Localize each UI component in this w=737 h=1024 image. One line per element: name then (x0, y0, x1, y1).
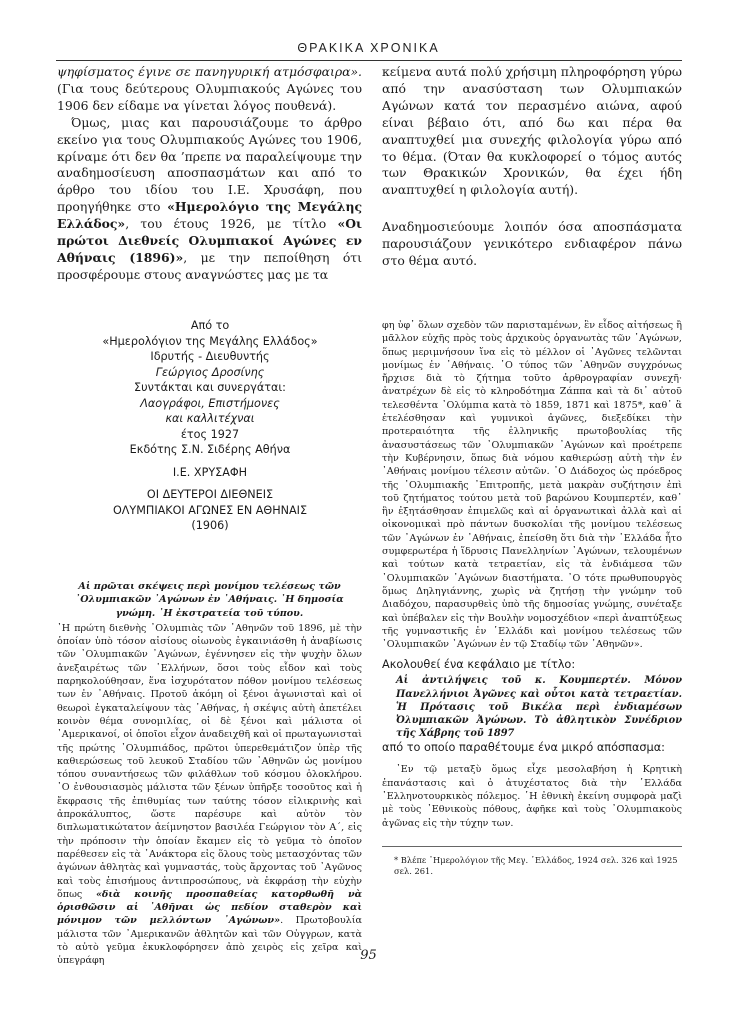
spacer (60, 458, 360, 465)
intro-right-paragraph-1: κείμενα αυτά πολύ χρήσιμη πληροφόρηση γύρω από την ανασύσταση των Ολυμπιακών Αγώνων κατά τον περασμένο αιώνα, αφού είναι βέβαιο ότι, από δω και πέρα θα αναπτυχθεί μια συνεχής φιλολογία γύρω από το θέμα. (Όταν θα κυκλοφορεί ο τόμος αυτός των Θρακικών Χρονικών, θα έχει ήδη αναπτυχθεί η φιλολογία αυτή). (382, 64, 682, 198)
page-number: 95 (360, 948, 377, 963)
intro-right-paragraph-2: Αναδημοσιεύουμε λοιπόν όσα αποσπάσματα παρουσιάζουν γενικότερο ενδιαφέρον πάνω στο θέμα αυτό. (382, 219, 682, 269)
intro-paragraph-2 (57, 115, 362, 284)
intro-italic-quote: ψηφίσματος έγινε σε πανηγυρική ατμόσφαιρα». (57, 64, 362, 79)
article-author: Ι.Ε. ΧΡΥΣΑΦΗ (172, 465, 248, 479)
intro-paragraph-2-part-a: Όμως, μιας και παρουσιάζουμε το άρθρο εκείνο για τους Ολυμπιακούς Αγώνες του 1906, κρίναμε ότι δεν θα ’πρεπε να παραλείψουμε την αναδημοσίευση αποσπασμάτων και από το άρθρο του ιδίου του Ι.Ε. Χρυσάφη, που προηγήθηκε στο (57, 114, 362, 215)
header-rule (56, 60, 682, 61)
source-founder-label: Ιδρυτής - Διευθυντής (150, 350, 270, 363)
source-publisher: Εκδότης Σ.Ν. Σιδέρης Αθήνα (129, 443, 291, 456)
excerpt-body-left (57, 622, 362, 968)
spacer (60, 480, 360, 487)
short-excerpt: ᾽Εν τῷ μεταξὺ ὅμως εἶχε μεσολαβήση ἡ Κρητικὴ ἐπανάστασις καὶ ὁ ἀτυχέστατος διὰ τὴν ῾Ελλάδα ῾Ελληνοτουρκικὸς πόλεμος. ῾Η ἐθνικὴ ἐκείνη συμφορὰ μαζὶ μὲ τοὺς ᾽Εθνικοὺς πόθους, ἀφῆκε καὶ τοὺς ᾽Ολυμπιακοὺς ἀγῶνας εἰς τὴν τύχην των. (382, 764, 682, 829)
excerpt-body-part-a: ᾽Η πρώτη διεθνὴς ᾽Ολυμπιὰς τῶν ᾽Αθηνῶν τοῦ 1896, μὲ τὴν ὁποίαν ὑπὸ τόσον αἰσίους οἰωνοὺς ἐγκαινιάσθη ἡ ἀναβίωσις τῶν ᾽Ολυμπιακῶν ᾽Αγώνων, ἐγέννησεν εἰς τὴν ψυχὴν ὅλων ἀνεξαιρέτως τῶν ῾Ελλήνων, ὅσοι τοὺς εἶδον καὶ τοὺς παρηκολούθησαν, ἕνα ἰσχυρότατον πόθον μονίμου τελέσεως των ἐν ᾽Αθήναις. Προτοῦ ἀκόμη οἱ ξένοι ἀγωνισταὶ καὶ οἱ θεωροὶ ἐγκαταλείψουν τὰς ᾽Αθήνας, ἡ σκέψις αὐτὴ ἀπετέλει κοινὸν θέμα συνομιλίας, οἱ δὲ ξένοι καὶ μάλιστα οἱ ᾽Αμερικανοί, οἱ ὁποῖοι εἶχον ἀναδειχθῆ καὶ οἱ πρωταγωνισταὶ τῆς πρώτης ᾽Ολυμπιάδος, πρῶτοι ὑπερεθεμάτιζον ὑπὲρ τῆς καθιερώσεως τοῦ λευκοῦ Σταδίου τῶν ᾽Αθηνῶν ὡς μονίμου τόπου συναντήσεως τῶν φιλάθλων τοῦ κόσμου ὁλοκλήρου. ῾Ο ἐνθουσιασμὸς μάλιστα τῶν ξένων ὑπῆρξε τοσοῦτος καὶ ἡ ἔκφρασις τῆς ἐπιθυμίας των ταύτης τόσον εἰλικρινὴς καὶ ἀπροκάλυπτος, ὥστε παρέσυρε καὶ αὐτὸν τὸν διπλωματικώτατον ἀείμνηστον βασιλέα Γεώργιον τὸν Α΄, εἰς τὴν πρόποσιν τὴν ὁποίαν ἔκαμεν εἰς τὸ γεῦμα τὸ ὁποῖον παρέθεσεν εἰς τὰ ᾽Ανάκτορα εἰς ὅλους τοὺς μετασχόντας τῶν ἀγώνων ἀθλητὰς καὶ γυμναστάς, τοὺς ἄρχοντας τοῦ ᾽Αγῶνος καὶ τοὺς ἐπισήμους ἀντιπροσώπους, νὰ ἐκφράσῃ τὴν εὐχὴν ὅπως (57, 622, 362, 900)
intro-paragraph-2-part-c: , του έτους 1926, με τίτλο (125, 216, 338, 232)
excerpt-intro: από το οποίο παραθέτουμε ένα μικρό απόσπασμα: (382, 741, 665, 755)
calendar-title-bold: «Ημερολόγιο της Μεγάλης Ελλάδος» (57, 199, 363, 232)
excerpt-right-column (382, 319, 682, 877)
excerpt-body-part-b: . Πρωτοβουλία μάλιστα τῶν ᾽Αμερικανῶν ἀθλητῶν καὶ τῶν Οὐγγρων, κατὰ τὸ αὐτὸ γεῦμα ἐκυκλοφόρησεν ἀπὸ χειρὸς εἰς χεῖρα καὶ ὑπεγράφη (57, 915, 362, 967)
intro-left-column (57, 64, 362, 284)
intro-paragraph-1-rest: (Για τους δεύτερους Ολυμπιακούς Αγώνες του 1906 δεν είδαμε να γίνεται λόγος πουθενά). (57, 80, 362, 113)
source-contributors-label: Συντάκται και συνεργάται: (134, 381, 286, 394)
intro-right-column (382, 64, 682, 270)
excerpt-bold-quote: «διὰ κοινῆς προσπαθείας κατορθωθῆ νὰ ὁρισθῶσιν αἱ ᾽Αθῆναι ὡς πεδίον σταθερὸν καὶ μόνιμον τῶν μελλόντων ᾽Αγώνων» (57, 888, 362, 927)
article-title-line-2: ΟΛΥΜΠΙΑΚΟΙ ΑΓΩΝΕΣ ΕΝ ΑΘΗΝΑΙΣ (112, 503, 308, 517)
excerpt-left-column (57, 580, 362, 968)
source-founder-name: Γεώργιος Δροσίνης (155, 365, 265, 379)
intro-paragraph-2-part-d: , με την πεποίθηση ότι προσφέρουμε στους αναγνώστες μας με τα (57, 249, 363, 282)
next-chapter-intro: Ακολουθεί ένα κεφάλαιο με τίτλο: (382, 658, 576, 672)
source-contributors-1: Λαογράφοι, Επιστήμονες (140, 396, 280, 410)
source-line-from: Από το (190, 319, 230, 332)
article-title-bold: «Οι πρώτοι Διεθνείς Ολυμπιακοί Αγώνες εν Αθήναις (1896)» (57, 216, 362, 265)
source-block (60, 318, 360, 534)
footnote: * Βλέπε ᾽Ημερολόγιον τῆς Μεγ. ῾Ελλάδος, 1924 σελ. 326 καὶ 1925 σελ. 261. (394, 854, 678, 876)
intro-paragraph-1 (57, 64, 362, 115)
excerpt-section-heading: Αἱ πρῶται σκέψεις περὶ μονίμου τελέσεως τῶν ᾽Ολυμπιακῶν ᾽Αγώνων ἐν ᾽Αθήναις. ᾽Η δημοσία γνώμη. ᾽Η ἐκστρατεία τοῦ τύπου. (75, 581, 344, 619)
source-contributors-2: και καλλιτέχναι (165, 412, 255, 425)
footnote-rule (382, 846, 682, 847)
article-title-line-3: (1906) (191, 519, 229, 532)
next-chapter-heading: Αἱ ἀντιλήψεις τοῦ κ. Κουμπερτέν. Μόνον Πανελλήνιοι Ἀγῶνες καὶ οὗτοι κατὰ τετραετίαν. Ἡ Πρότασις τοῦ Βικέλα περὶ ἐνδιαμέσων Ὀλυμπιακῶν Ἀγώνων. Τὸ ἀθλητικὸν Συνέδριον τῆς Χάβρης τοῦ 1897 (396, 675, 682, 740)
running-head: ΘΡΑΚΙΚΑ ΧΡΟΝΙΚΑ (297, 41, 440, 55)
source-year: έτος 1927 (180, 427, 240, 441)
source-calendar-name: «Ημερολόγιον της Μεγάλης Ελλάδος» (102, 334, 318, 348)
excerpt-body-right: φη ὑφ᾽ ὅλων σχεδὸν τῶν παρισταμένων, ἓν εἶδος αἰτήσεως ἢ μᾶλλον εὐχῆς πρὸς τοὺς ἁρχικοὺς ὀργανωτὰς τῶν ᾽Αγώνων, ὅπως μεριμνήσουν ἵνα εἰς τὸ μέλλον οἱ ᾽Αγῶνες τελῶνται μονίμως ἐν ᾽Αθήναις. ᾽Ο τύπος τῶν ᾽Αθηνῶν συγχρόνως ἤρχισε διὰ τὸ ζήτημα τοῦτο ἀρθρογραφίαν συνεχῆ· ἀνατρέχων δὲ εἰς τὸ κληροδότημα Ζάππα καὶ τὰ δι᾽ αὐτοῦ τελεσθέντα ᾽Ολύμπια κατὰ τὸ 1859, 1871 καὶ 1875*, καθ᾽ ἃ ἐτελέσθησαν καὶ γυμνικοὶ ἀγῶνες, διεξεδίκει τὴν προτεραιότητα τῆς ἑλληνικῆς πρωτοβουλίας τῆς ἀνασυστάσεως τῶν ᾽Ολυμπιακῶν ᾽Αγώνων καὶ προέτρεπε τὴν Κυβέρνησιν, ὅπως διὰ νόμου καθιερώσῃ αὐτὴ τὴν ἐν ᾽Αθήναις μονίμου τέλεσιν αὐτῶν. ᾽Ο Διάδοχος ὡς πρόεδρος τῆς ᾽Ολυμπιακῆς ᾽Επιτροπῆς, μετὰ μακρὰν συζήτησιν ἐπὶ τοῦ ζητήματος τούτου μετὰ τοῦ βαρώνου Κουμπερτέν, καθ᾽ ἣν ἐξητάσθησαν ἐπιμελῶς καὶ αἱ ὀργανωτικαὶ ἀλλὰ καὶ αἱ οἰκονομικαὶ πρὸ πάντων δυσκολίαι τῆς μονίμου τελέσεως τῶν ᾽Αγώνων ἐν ᾽Αθήναις, ἐπείσθη ὅτι διὰ τὴν ῾Ελλάδα ἦτο συμφερωτέρα ἡ ἵδρυσις Πανελληνίων ᾽Αγώνων, τελουμένων καὶ τούτων κατὰ τετραετίαν, εἰς τὰ ἐνδιάμεσα τῶν ᾽Ολυμπιακῶν ᾽Αγώνων διαστήματα. ᾽Ο τότε πρωθυπουργὸς ὅμως Δηληγιάννης, χωρὶς νὰ ζητήσῃ τὴν γνώμην τοῦ Διαδόχου, παρασυρθεὶς ὑπὸ τῆς δημοσίας γνώμης, συνέταξε καὶ ὑπέβαλεν εἰς τὴν Βουλὴν νομοσχέδιον «περὶ ἀναπτύξεως τῆς γυμναστικῆς ἐν ῾Ελλάδι καὶ μονίμου τελέσεως τῶν ᾽Ολυμπιακῶν ᾽Αγώνων ἐν τῷ Σταδίῳ τῶν ᾽Αθηνῶν». (382, 320, 682, 651)
article-title-line-1: ΟΙ ΔΕΥΤΕΡΟΙ ΔΙΕΘΝΕΙΣ (146, 488, 274, 501)
